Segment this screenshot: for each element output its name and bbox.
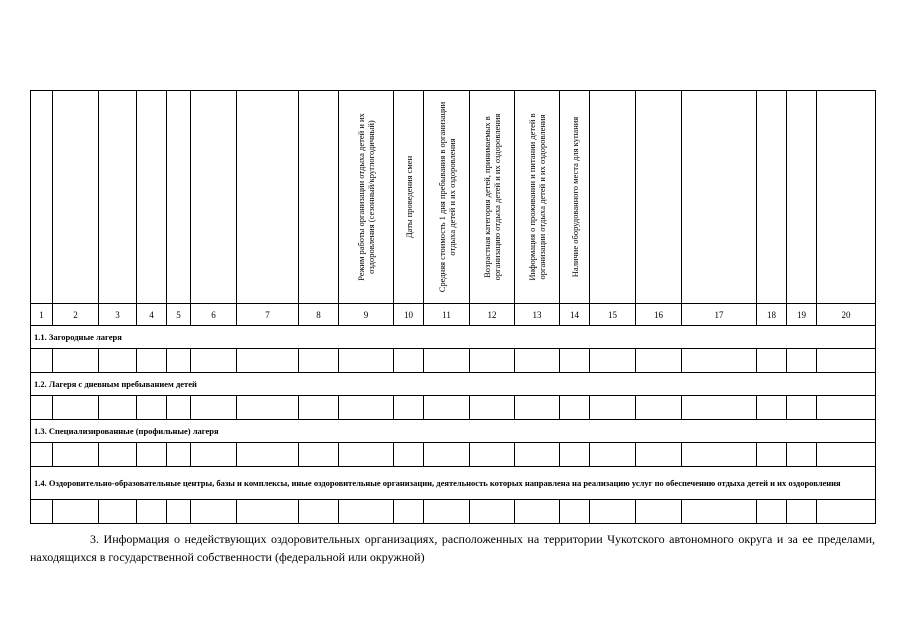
empty-cell bbox=[191, 500, 237, 524]
empty-cell bbox=[167, 396, 191, 420]
header-cell-7 bbox=[237, 91, 299, 304]
header-label-10: Даты проведения смен bbox=[403, 155, 414, 239]
empty-cell bbox=[137, 500, 167, 524]
header-cell-6 bbox=[191, 91, 237, 304]
empty-cell bbox=[757, 396, 787, 420]
empty-cell bbox=[560, 396, 590, 420]
empty-cell bbox=[470, 349, 515, 373]
empty-cell bbox=[757, 443, 787, 467]
column-number: 13 bbox=[515, 304, 560, 326]
column-number: 16 bbox=[636, 304, 682, 326]
empty-cell bbox=[817, 443, 876, 467]
empty-cell bbox=[299, 443, 339, 467]
header-row bbox=[31, 91, 876, 304]
empty-cell bbox=[560, 500, 590, 524]
header-cell-12 bbox=[470, 91, 515, 304]
empty-cell bbox=[787, 500, 817, 524]
empty-cell bbox=[31, 396, 53, 420]
header-cell-18 bbox=[757, 91, 787, 304]
column-number: 11 bbox=[424, 304, 470, 326]
empty-cell bbox=[394, 349, 424, 373]
column-number: 7 bbox=[237, 304, 299, 326]
empty-cell bbox=[167, 443, 191, 467]
empty-cell bbox=[682, 500, 757, 524]
empty-cell bbox=[339, 396, 394, 420]
header-cell-16 bbox=[636, 91, 682, 304]
empty-cell bbox=[191, 443, 237, 467]
empty-cell bbox=[817, 500, 876, 524]
empty-cell bbox=[299, 396, 339, 420]
empty-cell bbox=[237, 443, 299, 467]
empty-cell bbox=[515, 443, 560, 467]
header-cell-20 bbox=[817, 91, 876, 304]
empty-cell bbox=[299, 500, 339, 524]
empty-cell bbox=[560, 349, 590, 373]
empty-cell bbox=[99, 443, 137, 467]
empty-cell bbox=[590, 500, 636, 524]
header-cell-1 bbox=[31, 91, 53, 304]
empty-cell bbox=[167, 500, 191, 524]
empty-cell bbox=[682, 349, 757, 373]
empty-cell bbox=[53, 396, 99, 420]
empty-cell bbox=[515, 396, 560, 420]
section-title-1-4: 1.4. Оздоровительно-образовательные центры, базы и комплексы, иные оздоровительные организации, деятельность которых направлена на реализацию услуг по обеспечению отдыха детей и их оздоровления bbox=[31, 467, 876, 500]
header-cell-15 bbox=[590, 91, 636, 304]
empty-cell bbox=[560, 443, 590, 467]
empty-cell bbox=[424, 349, 470, 373]
header-cell-10 bbox=[394, 91, 424, 304]
header-label-13: Информация о проживании и питании детей в организации отдыха детей и их оздоровления bbox=[526, 113, 547, 281]
empty-cell bbox=[167, 349, 191, 373]
section-row bbox=[31, 326, 876, 349]
column-number: 2 bbox=[53, 304, 99, 326]
section-row bbox=[31, 420, 876, 443]
empty-cell bbox=[31, 349, 53, 373]
empty-cell bbox=[515, 349, 560, 373]
column-number: 3 bbox=[99, 304, 137, 326]
empty-cell bbox=[339, 443, 394, 467]
column-number: 8 bbox=[299, 304, 339, 326]
column-number: 19 bbox=[787, 304, 817, 326]
empty-cell bbox=[470, 396, 515, 420]
column-number: 1 bbox=[31, 304, 53, 326]
empty-cell bbox=[339, 500, 394, 524]
column-number: 12 bbox=[470, 304, 515, 326]
column-number: 9 bbox=[339, 304, 394, 326]
empty-cell bbox=[817, 349, 876, 373]
empty-cell bbox=[299, 349, 339, 373]
empty-cell bbox=[787, 349, 817, 373]
section-title-1-3: 1.3. Специализированные (профильные) лагеря bbox=[31, 420, 876, 443]
empty-cell bbox=[682, 443, 757, 467]
column-number: 5 bbox=[167, 304, 191, 326]
empty-cell bbox=[394, 396, 424, 420]
empty-cell bbox=[31, 500, 53, 524]
empty-cell bbox=[515, 500, 560, 524]
column-number: 15 bbox=[590, 304, 636, 326]
empty-cell bbox=[470, 500, 515, 524]
section-row bbox=[31, 467, 876, 500]
header-cell-3 bbox=[99, 91, 137, 304]
empty-cell bbox=[817, 396, 876, 420]
empty-cell bbox=[99, 349, 137, 373]
header-cell-17 bbox=[682, 91, 757, 304]
column-number: 20 bbox=[817, 304, 876, 326]
empty-cell bbox=[424, 500, 470, 524]
empty-data-row bbox=[31, 443, 876, 467]
empty-cell bbox=[424, 443, 470, 467]
empty-cell bbox=[682, 396, 757, 420]
section-title-1-2: 1.2. Лагеря с дневным пребыванием детей bbox=[31, 373, 876, 396]
empty-cell bbox=[636, 396, 682, 420]
empty-cell bbox=[636, 349, 682, 373]
header-cell-11 bbox=[424, 91, 470, 304]
header-cell-9 bbox=[339, 91, 394, 304]
column-number: 14 bbox=[560, 304, 590, 326]
header-cell-8 bbox=[299, 91, 339, 304]
empty-cell bbox=[394, 443, 424, 467]
header-cell-13 bbox=[515, 91, 560, 304]
empty-data-row bbox=[31, 349, 876, 373]
empty-cell bbox=[137, 396, 167, 420]
empty-cell bbox=[636, 500, 682, 524]
header-cell-2 bbox=[53, 91, 99, 304]
empty-cell bbox=[53, 443, 99, 467]
empty-cell bbox=[787, 443, 817, 467]
empty-cell bbox=[137, 443, 167, 467]
empty-cell bbox=[237, 396, 299, 420]
empty-cell bbox=[237, 500, 299, 524]
empty-data-row bbox=[31, 396, 876, 420]
section-3-paragraph: 3. Информация о недействующих оздоровительных организациях, расположенных на территории Чукотского автономного округа и за ее пределами, находящихся в государственной собственности (федеральной или окружной) bbox=[30, 532, 875, 564]
empty-cell bbox=[99, 500, 137, 524]
column-number-row bbox=[31, 304, 876, 326]
empty-cell bbox=[590, 443, 636, 467]
column-number: 4 bbox=[137, 304, 167, 326]
empty-cell bbox=[394, 500, 424, 524]
header-label-14: Наличие оборудованного места для купания bbox=[569, 116, 580, 278]
column-number: 17 bbox=[682, 304, 757, 326]
empty-cell bbox=[191, 396, 237, 420]
empty-cell bbox=[99, 396, 137, 420]
header-cell-14 bbox=[560, 91, 590, 304]
empty-cell bbox=[191, 349, 237, 373]
header-cell-4 bbox=[137, 91, 167, 304]
empty-cell bbox=[787, 396, 817, 420]
header-cell-5 bbox=[167, 91, 191, 304]
empty-cell bbox=[424, 396, 470, 420]
empty-cell bbox=[137, 349, 167, 373]
header-label-11: Средняя стоимость 1 дня пребывания в организации отдыха детей и их оздоровления bbox=[436, 101, 457, 293]
empty-cell bbox=[53, 349, 99, 373]
section-title-1-1: 1.1. Загородные лагеря bbox=[31, 326, 876, 349]
empty-cell bbox=[590, 396, 636, 420]
empty-cell bbox=[757, 349, 787, 373]
header-label-12: Возрастная категория детей, принимаемых в организацию отдыха детей и их оздоровления bbox=[481, 113, 502, 281]
register-table bbox=[30, 90, 876, 524]
section-row bbox=[31, 373, 876, 396]
column-number: 18 bbox=[757, 304, 787, 326]
column-number: 6 bbox=[191, 304, 237, 326]
header-cell-19 bbox=[787, 91, 817, 304]
empty-cell bbox=[470, 443, 515, 467]
empty-cell bbox=[757, 500, 787, 524]
empty-cell bbox=[339, 349, 394, 373]
empty-cell bbox=[237, 349, 299, 373]
empty-cell bbox=[31, 443, 53, 467]
empty-cell bbox=[590, 349, 636, 373]
column-number: 10 bbox=[394, 304, 424, 326]
empty-cell bbox=[636, 443, 682, 467]
empty-cell bbox=[53, 500, 99, 524]
header-label-9: Режим работы организации отдыха детей и их оздоровления (сезонный/круглогодичный) bbox=[355, 113, 376, 281]
empty-data-row bbox=[31, 500, 876, 524]
